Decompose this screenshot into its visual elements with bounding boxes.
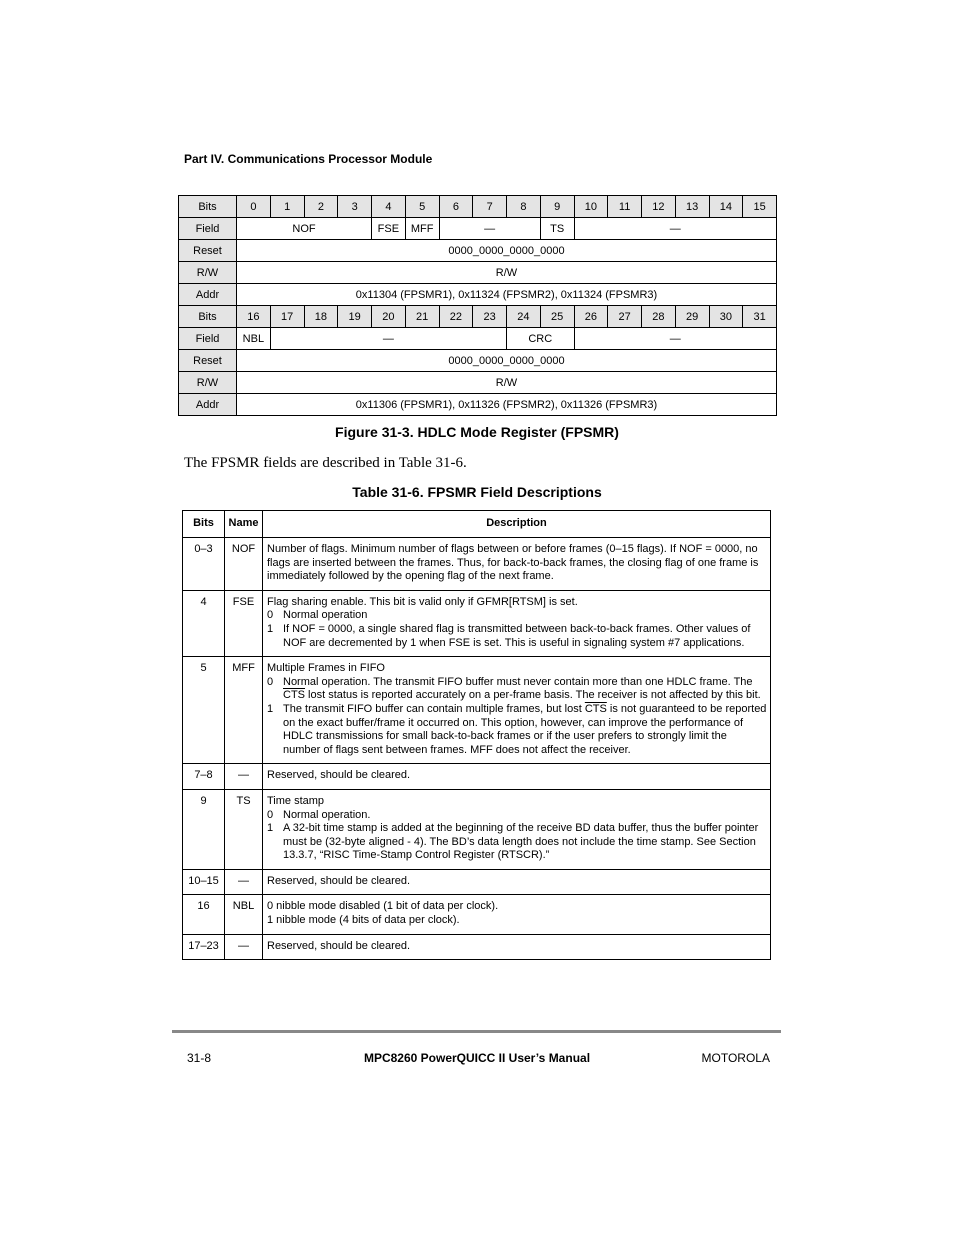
name-cell: — [225, 764, 263, 790]
option-text-segment: Normal operation. [283, 808, 371, 821]
register-field: — [574, 328, 777, 350]
description-lead: Reserved, should be cleared. [267, 939, 411, 952]
table-row [183, 657, 771, 764]
row-label: Bits [179, 306, 237, 328]
name-cell: — [225, 869, 263, 895]
option-number: 0 [267, 609, 274, 622]
row-label: Reset [179, 350, 237, 372]
name-cell: NOF [225, 538, 263, 591]
bit-number: 1 [270, 196, 304, 218]
bit-number: 21 [405, 306, 439, 328]
register-rw-value: R/W [237, 372, 777, 394]
part-header: Part IV. Communications Processor Module [184, 152, 433, 166]
option-text-segment: If NOF = 0000, a single shared flag is transmitted between back-to-back frames. Other values of NOF are decremented by 1 when FSE is set. This is useful in signaling system #7 applications. [283, 622, 751, 649]
bit-number: 22 [439, 306, 473, 328]
option-number: 1 [267, 822, 274, 835]
bit-number: 8 [507, 196, 541, 218]
bit-number: 25 [540, 306, 574, 328]
option-text [283, 703, 767, 757]
option-item [267, 623, 767, 650]
register-addr-row [179, 394, 777, 416]
option-item [267, 676, 767, 703]
register-field: CRC [507, 328, 575, 350]
bit-number: 13 [675, 196, 709, 218]
table-row [183, 538, 771, 591]
description-cell [263, 657, 771, 764]
table-row [183, 895, 771, 934]
description-cell [263, 538, 771, 591]
register-addr-value: 0x11304 (FPSMR1), 0x11324 (FPSMR2), 0x11324 (FPSMR3) [237, 284, 777, 306]
bit-number: 12 [642, 196, 676, 218]
option-number: 1 [267, 622, 274, 635]
table-row [183, 934, 771, 960]
bit-number: 26 [574, 306, 608, 328]
option-text [283, 623, 767, 650]
description-cell [263, 789, 771, 869]
register-addr-row [179, 284, 777, 306]
option-text [283, 676, 767, 703]
bits-cell: 16 [183, 895, 225, 934]
register-bits-row [179, 306, 777, 328]
description-cell [263, 869, 771, 895]
row-label: Reset [179, 240, 237, 262]
bits-cell: 0–3 [183, 538, 225, 591]
register-field: MFF [405, 218, 439, 240]
option-text-segment: lost status is reported accurately on a per-frame basis. The receiver is not affected by this bit. [305, 689, 761, 702]
register-field: TS [540, 218, 574, 240]
description-cell [263, 895, 771, 934]
name-cell: FSE [225, 590, 263, 656]
brand-name: MOTOROLA [701, 1051, 770, 1065]
option-number: 0 [267, 808, 274, 821]
register-field: — [439, 218, 540, 240]
register-field: — [574, 218, 777, 240]
description-lead: Number of flags. Minimum number of flags between or before frames (0–15 flags). If NOF = 0000, no flags are inserted between the frames. Thus, for back-to-back frames, the closing flag of one frame is immediately followed by the opening flag of the next frame. [267, 543, 759, 583]
register-field: NOF [237, 218, 372, 240]
row-label: Bits [179, 196, 237, 218]
register-reset-row [179, 350, 777, 372]
manual-title: MPC8260 PowerQUICC II User’s Manual [363, 1051, 591, 1065]
description-lead: Reserved, should be cleared. [267, 769, 411, 782]
row-label: Field [179, 218, 237, 240]
register-table [178, 195, 777, 416]
page-number: 31-8 [187, 1051, 212, 1065]
bits-cell: 4 [183, 590, 225, 656]
register-field: FSE [372, 218, 406, 240]
bit-number: 31 [743, 306, 777, 328]
table-row [183, 590, 771, 656]
register-reset-value: 0000_0000_0000_0000 [237, 240, 777, 262]
bits-cell: 17–23 [183, 934, 225, 960]
name-cell: MFF [225, 657, 263, 764]
row-label: Addr [179, 284, 237, 306]
description-lead: Time stamp [267, 794, 325, 807]
bit-number: 0 [237, 196, 271, 218]
bit-number: 29 [675, 306, 709, 328]
row-label: R/W [179, 262, 237, 284]
bit-number: 2 [304, 196, 338, 218]
bit-number: 9 [540, 196, 574, 218]
register-rw-value: R/W [237, 262, 777, 284]
bits-cell: 10–15 [183, 869, 225, 895]
bit-number: 20 [372, 306, 406, 328]
register-addr-value: 0x11306 (FPSMR1), 0x11326 (FPSMR2), 0x11326 (FPSMR3) [237, 394, 777, 416]
option-item [267, 822, 767, 863]
bit-number: 27 [608, 306, 642, 328]
bit-number: 28 [642, 306, 676, 328]
bit-number: 18 [304, 306, 338, 328]
figure-caption: Figure 31-3. HDLC Mode Register (FPSMR) [335, 424, 619, 440]
option-number: 0 [267, 675, 274, 688]
option-number: 1 [267, 702, 274, 715]
header-bits: Bits [183, 511, 225, 538]
bits-cell: 9 [183, 789, 225, 869]
table-header-row [183, 511, 771, 538]
description-lead: Multiple Frames in FIFO [267, 662, 385, 675]
bit-number: 14 [709, 196, 743, 218]
table-row [183, 869, 771, 895]
name-cell: TS [225, 789, 263, 869]
bit-number: 6 [439, 196, 473, 218]
table-row [183, 789, 771, 869]
body-text: The FPSMR fields are described in Table 31-6. [184, 455, 467, 471]
header-description: Description [263, 511, 771, 538]
register-reset-value: 0000_0000_0000_0000 [237, 350, 777, 372]
description-lead: Flag sharing enable. This bit is valid only if GFMR[RTSM] is set. [267, 595, 578, 608]
option-text [283, 609, 767, 623]
bits-cell: 5 [183, 657, 225, 764]
name-cell: — [225, 934, 263, 960]
bit-number: 11 [608, 196, 642, 218]
register-field-row [179, 218, 777, 240]
option-item [267, 809, 767, 823]
register-rw-row [179, 262, 777, 284]
option-text-segment: The transmit FIFO buffer can contain multiple frames, but lost [283, 702, 585, 715]
bit-number: 16 [237, 306, 271, 328]
bit-number: 19 [338, 306, 372, 328]
register-field: — [270, 328, 506, 350]
field-description-table [182, 510, 771, 960]
register-rw-row [179, 372, 777, 394]
bit-number: 5 [405, 196, 439, 218]
bit-number: 15 [743, 196, 777, 218]
description-line: 1 nibble mode (4 bits of data per clock). [267, 914, 460, 927]
footer-rule [172, 1030, 781, 1033]
bit-number: 4 [372, 196, 406, 218]
register-reset-row [179, 240, 777, 262]
description-lead: Reserved, should be cleared. [267, 874, 411, 887]
register-bits-row [179, 196, 777, 218]
option-text-segment: A 32-bit time stamp is added at the beginning of the receive BD data buffer, thus the buffer pointer must be (32-byte aligned - 4). The BD’s data length does not include the time stamp. See Section 13.3.7, “RISC Time-Stamp Control Register (RTSCR).” [283, 822, 759, 862]
option-text-segment: is not guaranteed to be reported on the exact buffer/frame it occurred on. This option, however, can improve the performance of HDLC transmissions for small back-to-back frames or if the user prefers to strongly limit the number of flags sent between frames. MFF does not affect the receiver. [283, 702, 767, 756]
bit-number: 23 [473, 306, 507, 328]
option-text-segment: Normal operation. The transmit FIFO buffer must never contain more than one HDLC frame. The [283, 675, 753, 688]
description-cell [263, 934, 771, 960]
register-field: NBL [237, 328, 271, 350]
row-label: R/W [179, 372, 237, 394]
description-cell [263, 590, 771, 656]
option-text [283, 822, 767, 863]
bit-number: 17 [270, 306, 304, 328]
option-text-segment: Normal operation [283, 609, 368, 622]
bit-number: 7 [473, 196, 507, 218]
bit-number: 24 [507, 306, 541, 328]
option-text [283, 809, 767, 823]
header-name: Name [225, 511, 263, 538]
table-row [183, 764, 771, 790]
description-cell [263, 764, 771, 790]
table-caption: Table 31-6. FPSMR Field Descriptions [352, 484, 602, 500]
register-field-row [179, 328, 777, 350]
row-label: Field [179, 328, 237, 350]
bit-number: 3 [338, 196, 372, 218]
description-lead: 0 nibble mode disabled (1 bit of data per clock). [267, 900, 499, 913]
bits-cell: 7–8 [183, 764, 225, 790]
row-label: Addr [179, 394, 237, 416]
option-item [267, 703, 767, 757]
overbar-signal: $\overline{CTS}$ [584, 702, 607, 715]
bit-number: 30 [709, 306, 743, 328]
overbar-signal: $\overline{CTS}$ [283, 689, 305, 702]
name-cell: NBL [225, 895, 263, 934]
bit-number: 10 [574, 196, 608, 218]
option-item [267, 609, 767, 623]
